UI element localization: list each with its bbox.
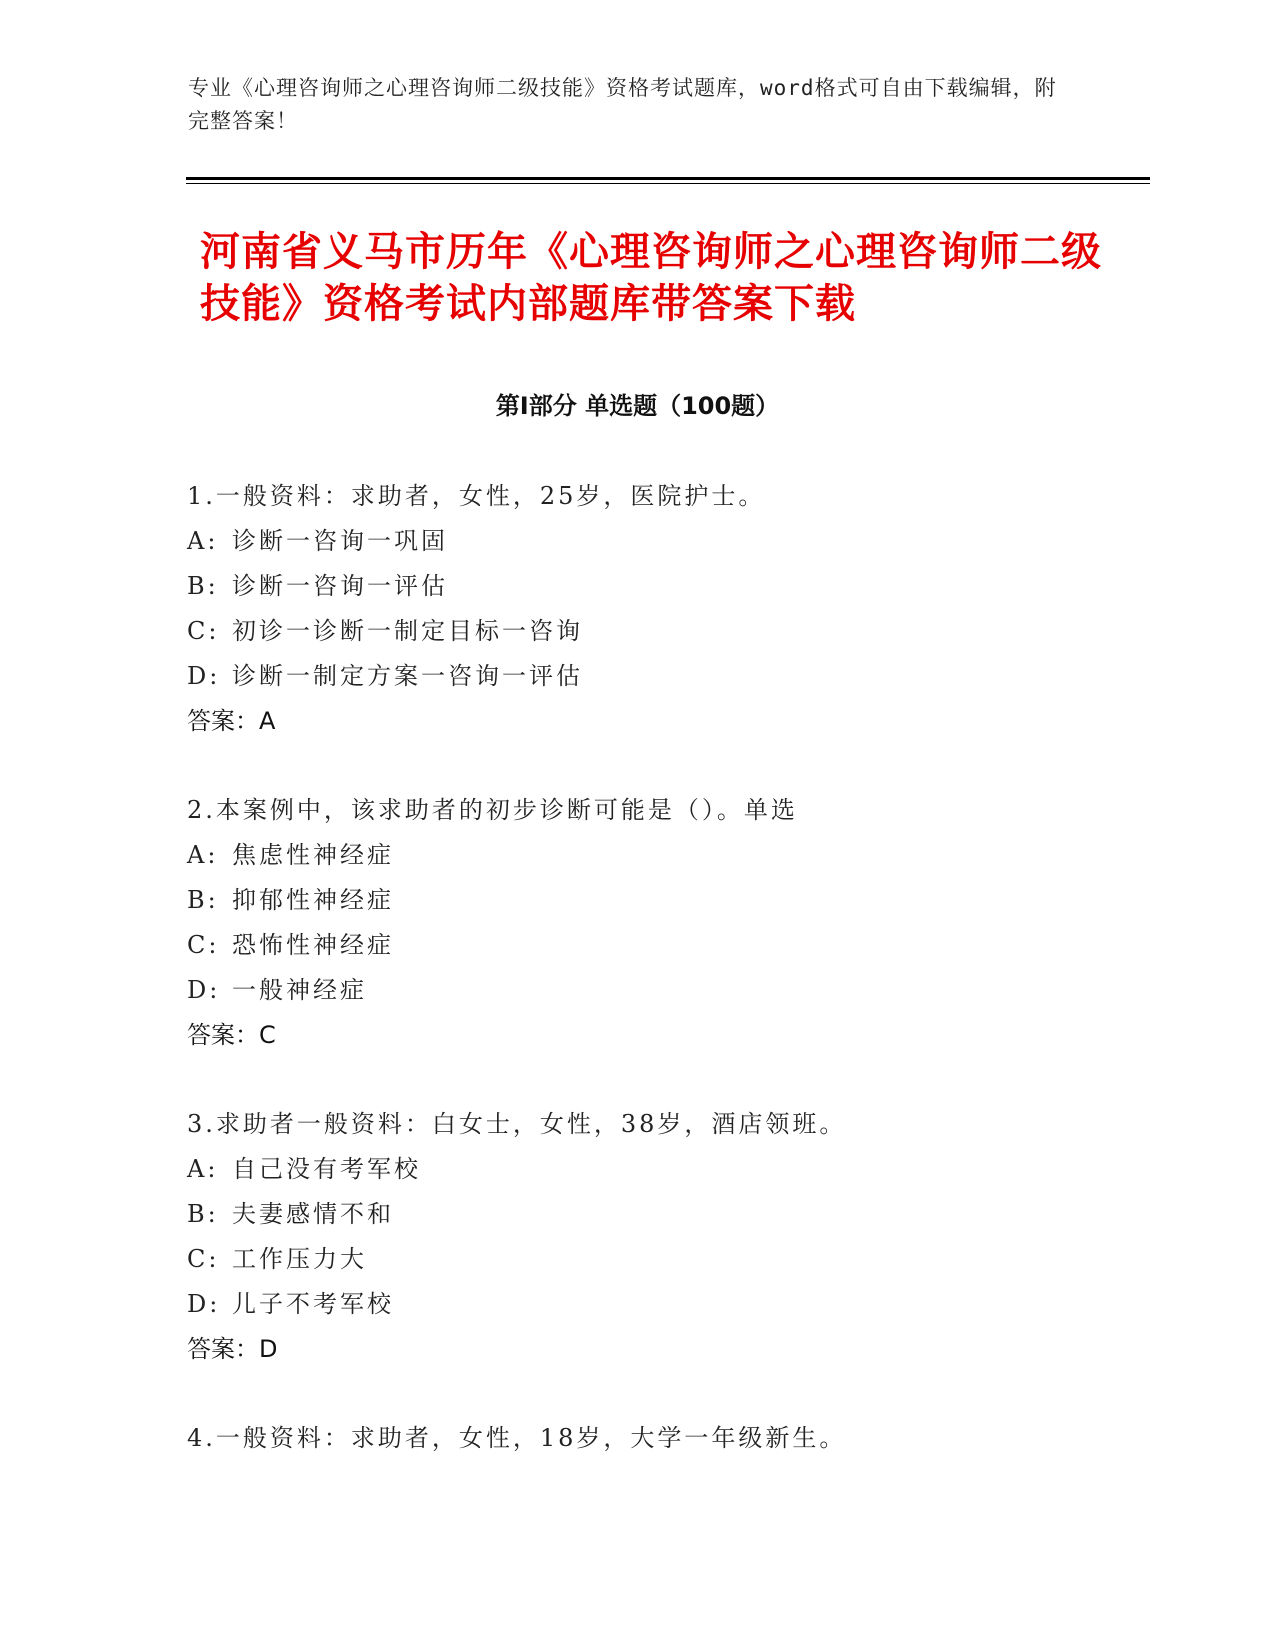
- option-a: [187, 833, 1147, 878]
- answer-line: [187, 699, 1147, 744]
- option-text: 诊断一咨询一巩固: [232, 527, 448, 555]
- header-divider: [186, 177, 1150, 180]
- option-key: B:: [187, 572, 219, 600]
- option-key: A:: [187, 527, 219, 555]
- option-c: [187, 923, 1147, 968]
- option-b: [187, 1192, 1147, 1237]
- option-key: B:: [187, 886, 219, 914]
- section-title: 第Ⅰ部分 单选题（100题）: [495, 392, 780, 420]
- option-b: [187, 878, 1147, 923]
- option-c: [187, 1237, 1147, 1282]
- answer-value: D: [259, 1335, 278, 1363]
- question-stem: 4.一般资料：求助者，女性，18岁，大学一年级新生。: [187, 1424, 847, 1452]
- option-text: 自己没有考军校: [232, 1155, 421, 1183]
- header-note: 专业《心理咨询师之心理咨询师二级技能》资格考试题库，word格式可自由下载编辑，附完整答案！: [188, 76, 1057, 133]
- option-key: A:: [187, 841, 219, 869]
- answer-label: 答案：: [187, 1021, 259, 1049]
- option-text: 诊断一咨询一评估: [232, 572, 448, 600]
- option-text: 诊断一制定方案一咨询一评估: [232, 662, 583, 690]
- question-stem: 1.一般资料：求助者，女性，25岁，医院护士。: [187, 482, 766, 510]
- option-text: 一般神经症: [232, 976, 367, 1004]
- option-text: 工作压力大: [232, 1245, 367, 1273]
- question-block: [187, 1416, 1147, 1461]
- option-key: B:: [187, 1200, 219, 1228]
- option-text: 抑郁性神经症: [232, 886, 394, 914]
- option-b: [187, 564, 1147, 609]
- option-text: 焦虑性神经症: [232, 841, 394, 869]
- question-stem: 3.求助者一般资料：白女士，女性，38岁，酒店领班。: [187, 1110, 847, 1138]
- question-stem: 2.本案例中，该求助者的初步诊断可能是（）。单选: [187, 796, 798, 824]
- option-key: D:: [187, 976, 221, 1004]
- option-c: [187, 609, 1147, 654]
- option-d: [187, 968, 1147, 1013]
- option-key: C:: [187, 931, 220, 959]
- answer-line: [187, 1013, 1147, 1058]
- question-list: [187, 474, 1147, 1505]
- option-text: 恐怖性神经症: [232, 931, 394, 959]
- question-block: [187, 474, 1147, 744]
- option-a: [187, 1147, 1147, 1192]
- question-block: [187, 1102, 1147, 1372]
- option-key: C:: [187, 617, 220, 645]
- header-divider-thin: [186, 183, 1150, 184]
- option-text: 初诊一诊断一制定目标一咨询: [232, 617, 583, 645]
- option-d: [187, 1282, 1147, 1327]
- answer-value: C: [259, 1021, 276, 1049]
- option-d: [187, 654, 1147, 699]
- answer-value: A: [259, 707, 276, 735]
- option-key: D:: [187, 662, 221, 690]
- option-key: A:: [187, 1155, 219, 1183]
- option-key: D:: [187, 1290, 221, 1318]
- document-title: 河南省义马市历年《心理咨询师之心理咨询师二级技能》资格考试内部题库带答案下载: [200, 229, 1102, 327]
- option-a: [187, 519, 1147, 564]
- question-block: [187, 788, 1147, 1058]
- option-key: C:: [187, 1245, 220, 1273]
- answer-line: [187, 1327, 1147, 1372]
- option-text: 儿子不考军校: [232, 1290, 394, 1318]
- answer-label: 答案：: [187, 707, 259, 735]
- answer-label: 答案：: [187, 1335, 259, 1363]
- option-text: 夫妻感情不和: [232, 1200, 394, 1228]
